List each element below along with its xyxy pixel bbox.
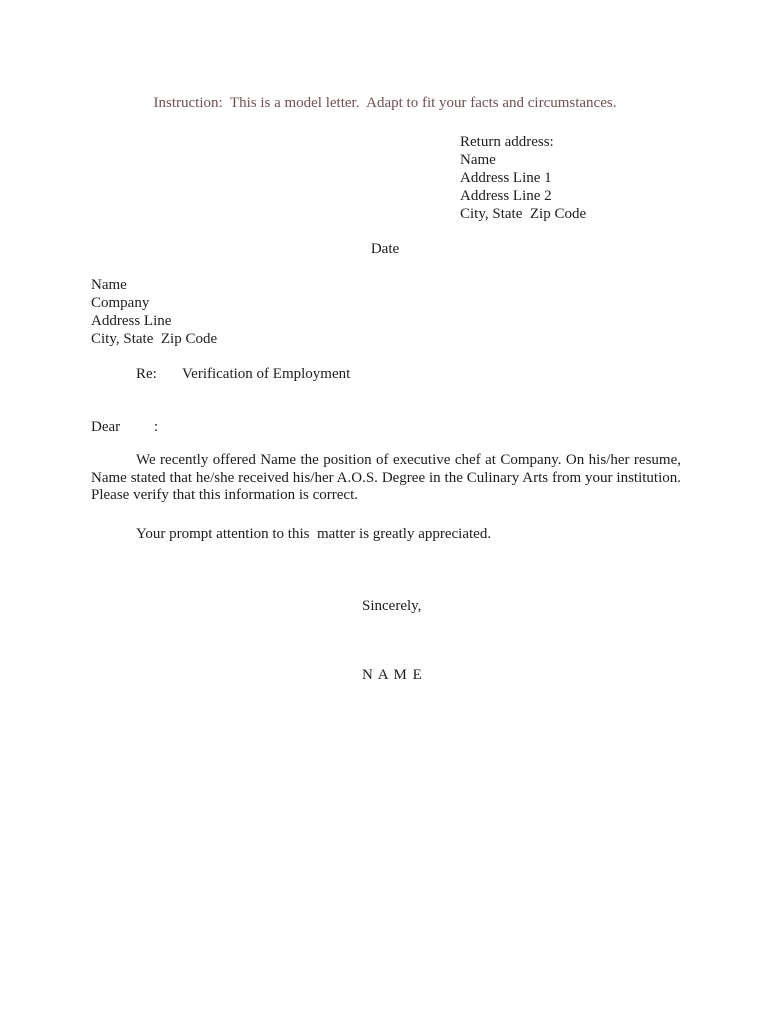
closing-sincerely: Sincerely, [362, 598, 422, 614]
date-label: Date [370, 241, 400, 257]
return-address-heading: Return address: [460, 134, 554, 150]
signature-name: N A M E [362, 667, 423, 683]
recipient-address-block [91, 276, 217, 348]
return-address-name: Name [460, 152, 496, 168]
return-address-city-state-zip: City, State Zip Code [460, 206, 587, 222]
subject-text: Verification of Employment [182, 366, 351, 382]
body-paragraph-2: Your prompt attention to this matter is greatly appreciated. [136, 526, 492, 542]
return-address-line-2: Address Line 2 [460, 188, 552, 204]
recipient-address-line: Address Line [91, 313, 172, 329]
re-label: Re: [136, 366, 157, 382]
return-address-line-1: Address Line 1 [460, 170, 552, 186]
greeting-line: Dear : [91, 419, 159, 435]
body-paragraph-1: We recently offered Name the position of executive chef at Company. On his/her resume, Name stated that he/she received his/her A.O.S. Degree in the Culinary Arts from your institution. Please verify that this information is correct. [91, 452, 681, 503]
recipient-name: Name [91, 277, 127, 293]
instruction-note: Instruction: This is a model letter. Adapt to fit your facts and circumstances. [153, 95, 617, 111]
recipient-city-state-zip: City, State Zip Code [91, 331, 218, 347]
recipient-company: Company [91, 295, 150, 311]
subject-line [136, 365, 350, 383]
return-address-block [460, 133, 586, 223]
